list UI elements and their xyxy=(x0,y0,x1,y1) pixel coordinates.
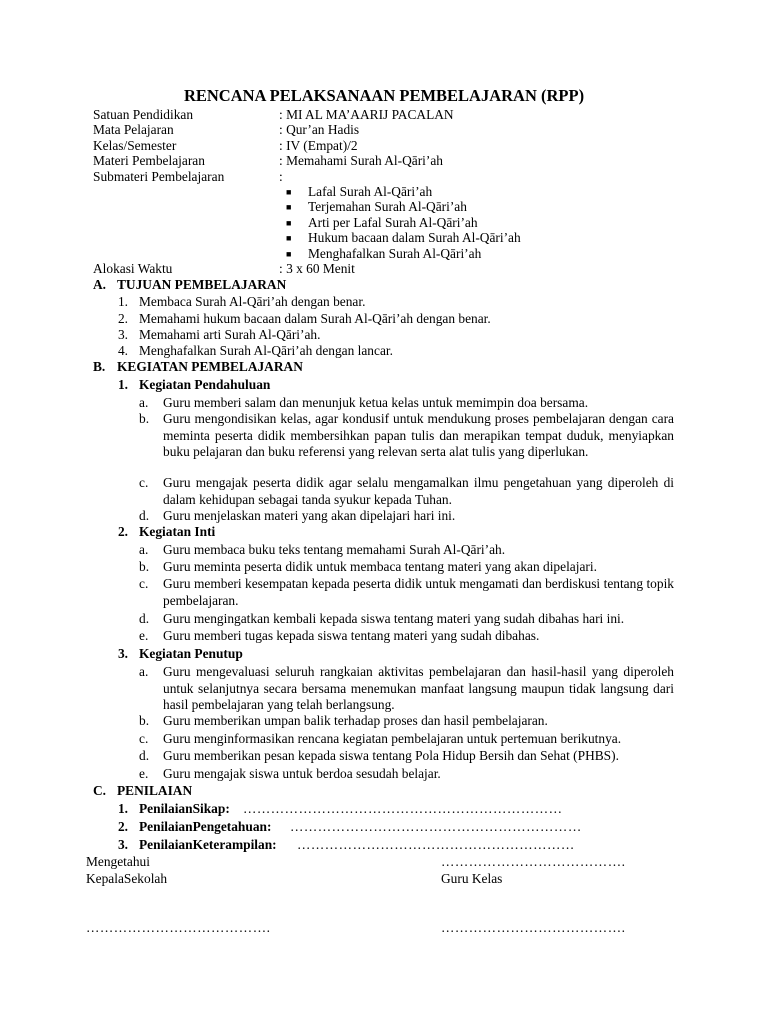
identity-value: : MI AL MA’AARIJ PACALAN xyxy=(279,107,454,122)
kepala-sekolah-label: KepalaSekolah xyxy=(86,871,168,886)
list-item: Guru menjelaskan materi yang akan dipelajari hari ini. xyxy=(163,508,456,523)
mengetahui-label: Mengetahui xyxy=(86,854,150,869)
bullet-icon: ■ xyxy=(286,233,292,243)
bullet-icon: ■ xyxy=(286,187,292,197)
item-letter: b. xyxy=(139,713,150,728)
alokasi-label: Alokasi Waktu xyxy=(93,261,173,276)
section-letter: B. xyxy=(93,359,106,374)
identity-label: Mata Pelajaran xyxy=(93,122,174,137)
list-item: Menghafalkan Surah Al-Qāri’ah dengan lancar. xyxy=(139,343,393,358)
identity-label: Submateri Pembelajaran xyxy=(93,169,225,184)
list-item: Guru menginformasikan rencana kegiatan pembelajaran untuk pertemuan berikutnya. xyxy=(163,731,622,746)
fill-in-line: ……………………………………………………… xyxy=(290,819,582,834)
section-title: TUJUAN PEMBELAJARAN xyxy=(117,277,287,292)
item-letter: d. xyxy=(139,508,150,523)
subsection-number: 1. xyxy=(117,377,128,392)
item-letter: d. xyxy=(139,611,150,626)
item-letter: b. xyxy=(139,559,150,574)
subsection-number: 3. xyxy=(117,646,128,661)
list-item: Guru mengevaluasi seluruh rangkaian aktivitas pembelajaran dan hasil-hasil yang diperoleh untuk selanjutnya secara bersama menemukan manfaat langsung maupun tidak langsung dari hasil pembelajaran yang telah berlangsung. xyxy=(163,664,674,713)
item-letter: d. xyxy=(139,748,150,763)
item-number: 2. xyxy=(117,819,128,834)
list-item: Memahami arti Surah Al-Qāri’ah. xyxy=(139,327,321,342)
item-letter: e. xyxy=(139,628,149,643)
identity-label: Satuan Pendidikan xyxy=(93,107,194,122)
list-item: Arti per Lafal Surah Al-Qāri’ah xyxy=(308,215,478,230)
item-number: 3. xyxy=(117,327,128,342)
list-item: Guru memberi kesempatan kepada peserta didik untuk mengamati dan berdiskusi tentang topik pembelajaran. xyxy=(163,576,674,608)
list-item: Lafal Surah Al-Qāri’ah xyxy=(308,184,433,199)
item-letter: c. xyxy=(139,475,149,490)
item-number: 4. xyxy=(117,343,128,358)
identity-value: : Memahami Surah Al-Qāri’ah xyxy=(279,153,443,168)
item-letter: a. xyxy=(139,664,149,679)
identity-value: : Qur’an Hadis xyxy=(279,122,360,137)
list-item: Guru meminta peserta didik untuk membaca tentang materi yang akan dipelajari. xyxy=(163,559,597,574)
list-item: Membaca Surah Al-Qāri’ah dengan benar. xyxy=(139,294,366,309)
penilaian-label: PenilaianSikap: xyxy=(139,801,230,816)
penilaian-label: PenilaianPengetahuan: xyxy=(139,819,272,834)
guru-kelas-label: Guru Kelas xyxy=(441,871,503,886)
section-title: PENILAIAN xyxy=(117,783,193,798)
section-letter: C. xyxy=(93,783,107,798)
fill-in-line: …………………………………………………………… xyxy=(243,801,563,816)
document-title: RENCANA PELAKSANAAN PEMBELAJARAN (RPP) xyxy=(183,86,585,105)
subsection-number: 2. xyxy=(117,524,128,539)
list-item: Guru mengondisikan kelas, agar kondusif untuk mendukung proses pembelajaran dengan cara meminta peserta didik membersihkan papan tulis dan merapikan tempat duduk, menyiapkan buku pelajaran dan buku referensi yang relevan serta alat tulis yang diperlukan. xyxy=(163,411,674,460)
date-line: …………………………………. xyxy=(441,854,626,869)
list-item: Guru memberikan umpan balik terhadap proses dan hasil pembelajaran. xyxy=(163,713,548,728)
identity-label: Materi Pembelajaran xyxy=(93,153,205,168)
item-letter: e. xyxy=(139,766,149,781)
bullet-icon: ■ xyxy=(286,249,292,259)
subsection-title: Kegiatan Inti xyxy=(139,524,216,539)
identity-value: : xyxy=(279,169,283,184)
list-item: Guru memberikan pesan kepada siswa tentang Pola Hidup Bersih dan Sehat (PHBS). xyxy=(163,748,619,763)
item-number: 1. xyxy=(117,801,128,816)
list-item: Guru membaca buku teks tentang memahami Surah Al-Qāri’ah. xyxy=(163,542,506,557)
alokasi-value: : 3 x 60 Menit xyxy=(279,261,355,276)
list-item: Memahami hukum bacaan dalam Surah Al-Qāri’ah dengan benar. xyxy=(139,311,491,326)
item-letter: b. xyxy=(139,411,150,426)
list-item: Terjemahan Surah Al-Qāri’ah xyxy=(308,199,467,214)
item-number: 3. xyxy=(117,837,128,852)
list-item: Guru memberi salam dan menunjuk ketua kelas untuk memimpin doa bersama. xyxy=(163,395,589,410)
item-letter: a. xyxy=(139,395,149,410)
section-title: KEGIATAN PEMBELAJARAN xyxy=(117,359,303,374)
item-letter: a. xyxy=(139,542,149,557)
identity-value: : IV (Empat)/2 xyxy=(279,138,358,153)
bullet-icon: ■ xyxy=(286,218,292,228)
item-letter: c. xyxy=(139,576,149,591)
fill-in-line: …………………………………………………… xyxy=(297,837,575,852)
signature-line-right: …………………………………. xyxy=(441,920,626,935)
list-item: Guru memberi tugas kepada siswa tentang materi yang sudah dibahas. xyxy=(163,628,540,643)
subsection-title: Kegiatan Pendahuluan xyxy=(139,377,271,392)
item-letter: c. xyxy=(139,731,149,746)
item-number: 1. xyxy=(117,294,128,309)
signature-line-left: …………………………………. xyxy=(86,920,271,935)
list-item: Guru mengajak peserta didik agar selalu mengamalkan ilmu pengetahuan yang diperoleh di dalam kehidupan sebagai tanda syukur kepada Tuhan. xyxy=(163,475,674,507)
list-item: Menghafalkan Surah Al-Qāri’ah xyxy=(308,246,482,261)
identity-label: Kelas/Semester xyxy=(93,138,177,153)
subsection-title: Kegiatan Penutup xyxy=(139,646,243,661)
list-item: Guru mengajak siswa untuk berdoa sesudah belajar. xyxy=(163,766,441,781)
section-letter: A. xyxy=(93,277,107,292)
item-number: 2. xyxy=(117,311,128,326)
list-item: Hukum bacaan dalam Surah Al-Qāri’ah xyxy=(308,230,521,245)
list-item: Guru mengingatkan kembali kepada siswa tentang materi yang sudah dibahas hari ini. xyxy=(163,611,625,626)
bullet-icon: ■ xyxy=(286,202,292,212)
penilaian-label: PenilaianKeterampilan: xyxy=(139,837,277,852)
